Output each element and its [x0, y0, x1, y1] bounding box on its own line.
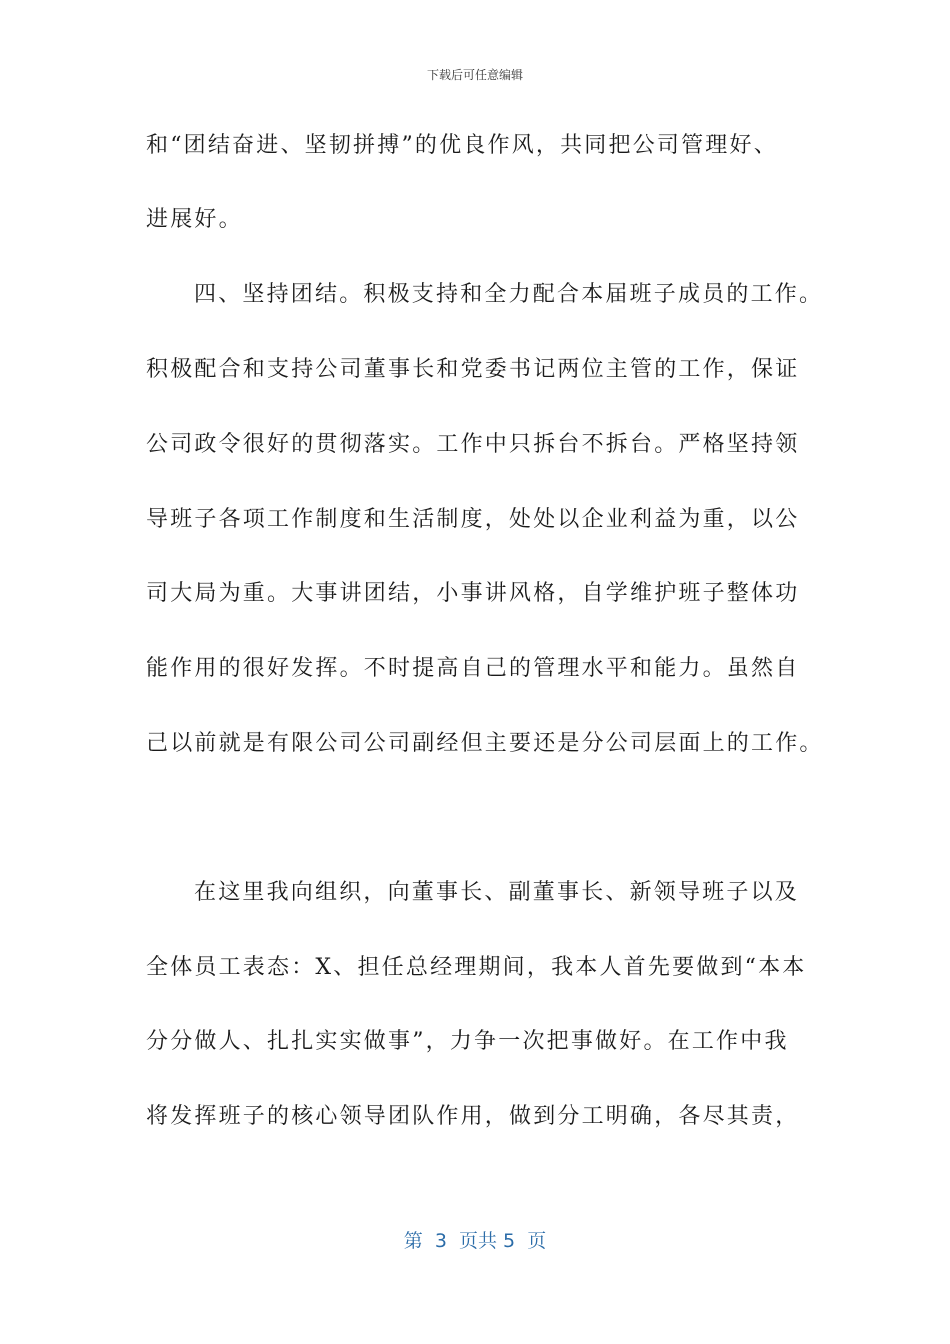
- body-line-13: 将发挥班子的核心领导团队作用，做到分工明确，各尽其责，: [146, 1104, 800, 1129]
- body-line-5: 公司政令很好的贯彻落实。工作中只拆台不拆台。严格坚持领: [146, 432, 800, 457]
- body-line-2: 进展好。: [146, 207, 243, 232]
- page-header: 下载后可任意编辑: [426, 68, 523, 82]
- body-line-12: 分分做人、扎扎实实做事”，力争一次把事做好。在工作中我: [146, 1029, 789, 1054]
- body-line-3: 四、坚持团结。积极支持和全力配合本届班子成员的工作。: [194, 282, 824, 307]
- body-line-7: 司大局为重。大事讲团结，小事讲风格，自学维护班子整体功: [146, 581, 800, 606]
- body-line-8: 能作用的很好发挥。不时提高自己的管理水平和能力。虽然自: [146, 656, 800, 681]
- page-footer: 第 3 页共 5 页: [403, 1230, 547, 1252]
- body-line-4: 积极配合和支持公司董事长和党委书记两位主管的工作，保证: [146, 357, 800, 382]
- body-line-10: 在这里我向组织，向董事长、副董事长、新领导班子以及: [194, 880, 800, 905]
- body-line-6: 导班子各项工作制度和生活制度，处处以企业利益为重，以公: [146, 507, 800, 532]
- body-line-9: 己以前就是有限公司公司副经但主要还是分公司层面上的工作。: [146, 731, 824, 756]
- body-line-1: 和“团结奋进、坚韧拼搏”的优良作风，共同把公司管理好、: [146, 133, 778, 158]
- body-line-11: 全体员工表态：X、担任总经理期间，我本人首先要做到“本本: [146, 955, 807, 980]
